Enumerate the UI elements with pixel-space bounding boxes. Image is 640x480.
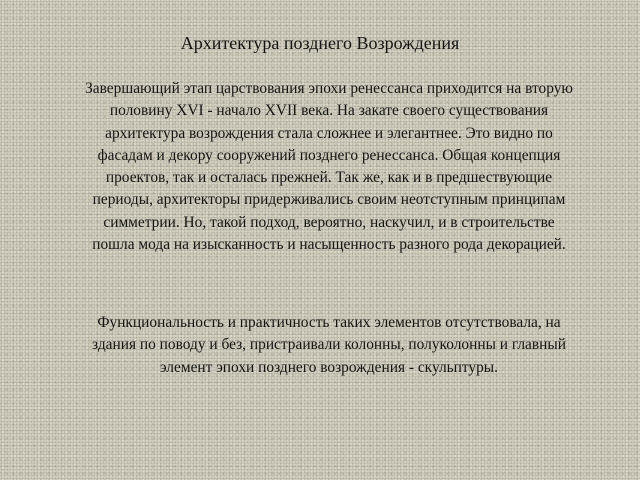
slide-title: Архитектура позднего Возрождения (180, 33, 460, 53)
body-paragraph-1: Завершающий этап царствования эпохи ренессанса приходится на вторую половину XVI - начало XVII века. На закате своего существования архитектура возрождения стала сложнее и элегантнее. Это видно по фасадам и декору сооружений позднего ренессанса. Общая концепция проектов, так и осталась прежней. Так же, как и в предшествующие периоды, архитекторы придерживались своим неотступным принципам симметрии. Но, такой подход, вероятно, наскучил, и в строительстве пошла мода на изысканность и насыщенность разного рода декорацией. (85, 80, 573, 254)
body-paragraph-2: Функциональность и практичность таких элементов отсутствовала, на здания по поводу и без, пристраивали колонны, полуколонны и главный элемент эпохи позднего возрождения - скульптуры. (92, 314, 566, 376)
